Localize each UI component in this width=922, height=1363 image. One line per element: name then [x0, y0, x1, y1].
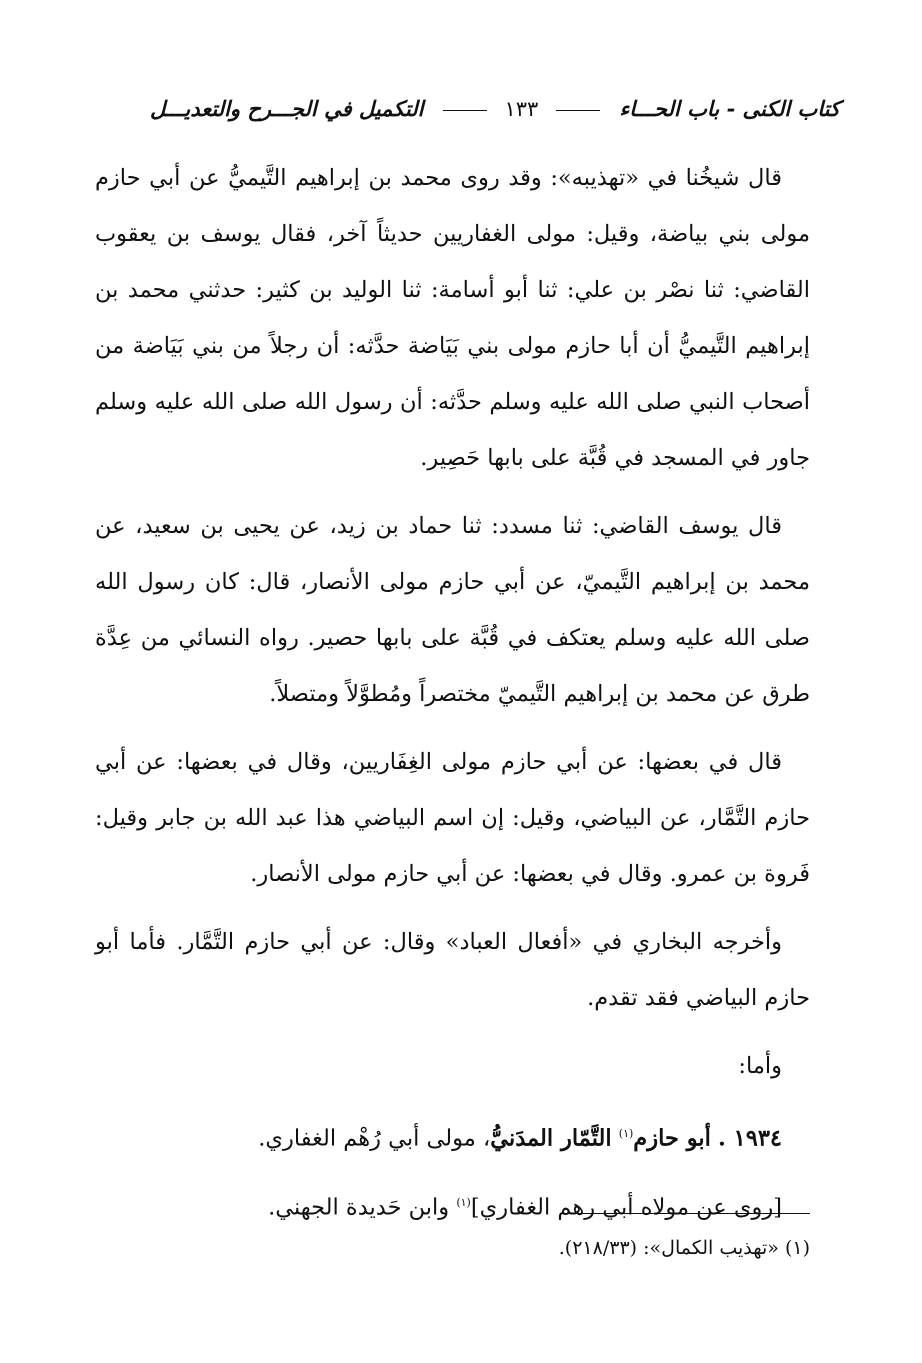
bracket-close: ]: [470, 1194, 480, 1220]
biography-entry: [95, 1106, 810, 1167]
page-number: ١٣٣: [504, 96, 539, 121]
footnote-marker[interactable]: (١): [618, 1127, 634, 1140]
footnote-divider: [560, 1213, 810, 1214]
paragraph-2: قال يوسف القاضي: ثنا مسدد: ثنا حماد بن زيد، عن يحيى بن سعيد، عن محمد بن إبراهيم التَّيميّ، عن أبي حازم مولى الأنصار، قال: كان رسول الله صلى الله عليه وسلم يعتكف في قُبَّة على بابها حصير. رواه النسائي من عِدَّة طرق عن محمد بن إبراهيم التَّيميّ مختصراً ومُطوَّلاً ومتصلاً.: [95, 513, 810, 707]
paragraph-5: وأما:: [738, 1053, 782, 1079]
header-chapter-title: كتاب الكنى - باب الحـــاء: [619, 95, 840, 121]
entry-rest: ، مولى أبي رُهْم الغفاري.: [258, 1125, 491, 1152]
footnote: (١) «تهذيب الكمال»: (٢١٨/٣٣).: [558, 1237, 810, 1259]
paragraph-1: قال شيخُنا في «تهذيبه»: وقد روى محمد بن إبراهيم التَّيميُّ عن أبي حازم مولى بني بياضة، وقيل: مولى الغفاريين حديثاً آخر، فقال يوسف بن يعقوب القاضي: ثنا نصْر بن علي: ثنا أبو أسامة: ثنا الوليد بن كثير: حدثني محمد بن إبراهيم التَّيميُّ أن أبا حازم مولى بني بَيَاضة حدَّثه: أن رجلاً من بني بَيَاضة من أصحاب النبي صلى الله عليه وسلم حدَّثه: أن رسول الله صلى الله عليه وسلم جاور في المسجد في قُبَّة على بابها حَصِير.: [95, 165, 810, 471]
header-dash-right: [556, 110, 600, 111]
header-book-title: التكميل في الجـــرح والتعديـــل: [150, 95, 424, 121]
bracket-text: روى عن مولاه أبي رهم الغفاري: [479, 1194, 774, 1220]
paragraph-4: وأخرجه البخاري في «أفعال العباد» وقال: عن أبي حازم التَّمَّار. فأما أبو حازم البياضي فقد تقدم.: [95, 929, 810, 1011]
footnote-marker-2[interactable]: (١): [456, 1195, 471, 1209]
entry-number: ١٩٣٤ .: [717, 1125, 782, 1152]
bracketed-narration: [95, 1175, 810, 1236]
paragraph-3: قال في بعضها: عن أبي حازم مولى الغِفَاريين، وقال في بعضها: عن أبي حازم التَّمَّار، عن البياضي، وقيل: إن اسم البياضي هذا عبد الله بن جابر وقيل: فَروة بن عمرو. وقال في بعضها: عن أبي حازم مولى الأنصار.: [95, 749, 810, 887]
bracket-rest: وابن حَديدة الجهني.: [268, 1194, 457, 1220]
bracket-open: [: [773, 1194, 782, 1220]
header-dash-left: [443, 110, 487, 111]
header-center: [433, 96, 609, 121]
running-header: [150, 88, 840, 129]
entry-name-kunya: أبو حازم: [633, 1125, 711, 1152]
entry-name-nisba: التَّمّار المدَنيُّ: [490, 1125, 612, 1152]
body-text: [95, 150, 810, 1235]
